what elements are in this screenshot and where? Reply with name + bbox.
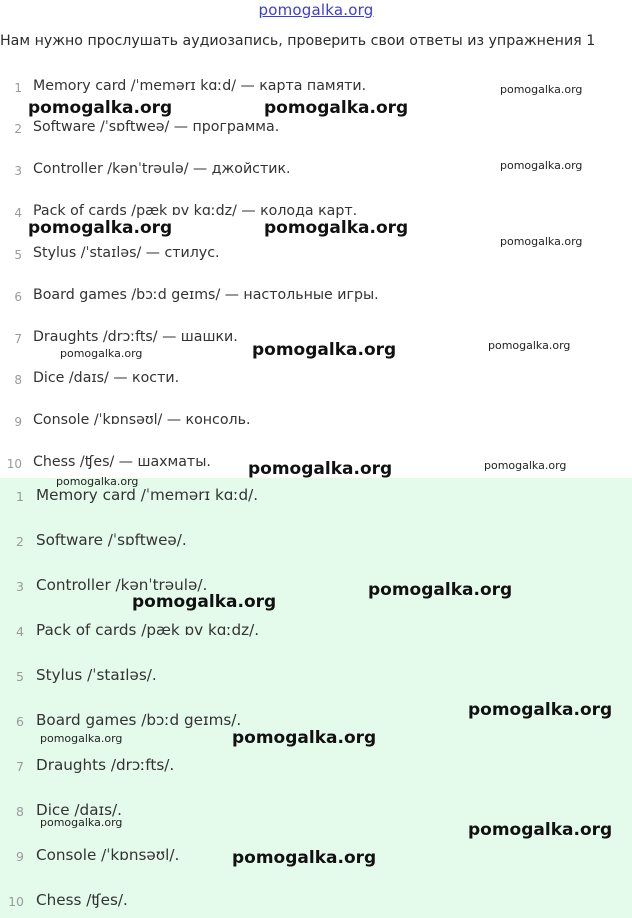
item-number: 7 [16,759,24,774]
item-text: Console /ˈkɒnsəʊl/ — консоль. [33,412,251,428]
item-text: Controller /kənˈtrəulə/ — джойстик. [33,161,291,177]
item-text: Dice /daɪs/. [36,801,123,819]
item-text: Stylus /ˈstaɪləs/ — стилус. [33,245,220,261]
item-number: 5 [16,669,24,684]
watermark: pomogalka.org [252,340,397,360]
watermark: pomogalka.org [500,83,583,96]
item-text: Memory card /ˈmemərɪ kɑːd/ — карта памяти. [33,78,367,94]
item-text: Stylus /ˈstaɪləs/. [36,666,157,684]
watermark: pomogalka.org [40,732,123,745]
item-number: 1 [16,489,24,504]
watermark: pomogalka.org [468,820,613,840]
watermark: pomogalka.org [56,475,139,488]
watermark: pomogalka.org [264,218,409,238]
item-text: Pack of cards /pæk ɒv kɑːdz/ — колода карт. [33,203,358,219]
watermark: pomogalka.org [468,700,613,720]
item-number: 8 [14,373,22,387]
site-title[interactable]: pomogalka.org [258,1,374,19]
watermark: pomogalka.org [60,347,143,360]
watermark: pomogalka.org [488,339,571,352]
item-text: Draughts /drɔːfts/ — шашки. [33,329,238,345]
item-text: Chess /ʧes/ — шахматы. [33,454,211,470]
watermark: pomogalka.org [28,98,173,118]
item-text: Board games /bɔːd geɪms/ — настольные игры. [33,287,379,303]
item-text: Software /ˈsɒftweə/ — программа. [33,119,280,135]
item-text: Console /ˈkɒnsəʊl/. [36,846,180,864]
item-number: 4 [14,206,22,220]
item-number: 6 [16,714,24,729]
watermark: pomogalka.org [500,159,583,172]
watermark: pomogalka.org [368,580,513,600]
watermark: pomogalka.org [232,848,377,868]
item-text: Software /ˈsɒftweə/. [36,531,187,549]
item-number: 1 [14,81,22,95]
watermark: pomogalka.org [132,592,277,612]
item-text: Memory card /ˈmemərɪ kɑːd/. [36,486,259,504]
watermark: pomogalka.org [248,459,393,479]
item-number: 10 [8,894,24,909]
item-text: Draughts /drɔːfts/. [36,756,175,774]
item-number: 9 [16,849,24,864]
watermark: pomogalka.org [232,728,377,748]
item-number: 8 [16,804,24,819]
watermark: pomogalka.org [28,218,173,238]
intro-text: Нам нужно прослушать аудиозапись, проверить свои ответы из упражнения 1 [0,33,596,49]
item-number: 10 [6,457,22,471]
item-number: 5 [14,248,22,262]
item-number: 9 [14,415,22,429]
item-number: 2 [16,534,24,549]
item-number: 3 [14,164,22,178]
item-text: Controller /kənˈtrəulə/. [36,576,208,594]
item-text: Chess /ʧes/. [36,891,128,909]
item-number: 2 [14,122,22,136]
item-text: Board games /bɔːd geɪms/. [36,711,242,729]
watermark: pomogalka.org [500,235,583,248]
item-text: Pack of cards /pæk ɒv kɑːdz/. [36,621,260,639]
watermark: pomogalka.org [40,816,123,829]
item-number: 6 [14,290,22,304]
watermark: pomogalka.org [484,459,567,472]
item-number: 3 [16,579,24,594]
item-number: 4 [16,624,24,639]
item-number: 7 [14,332,22,346]
watermark: pomogalka.org [264,98,409,118]
item-text: Dice /daɪs/ — кости. [33,370,180,386]
